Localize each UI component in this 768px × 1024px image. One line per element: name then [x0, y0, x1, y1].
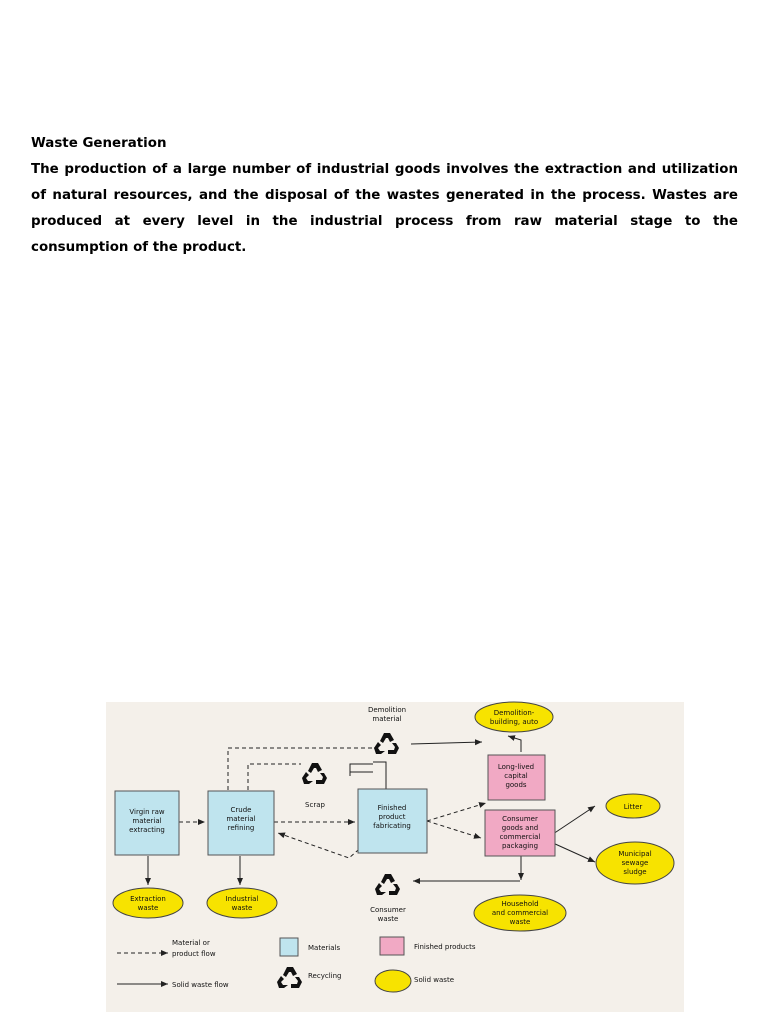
recycling-icon — [277, 967, 302, 988]
legend-solid-waste-label: Solid waste — [414, 976, 454, 984]
long-lived-goods-label: Long-lived capital goods — [497, 763, 535, 789]
crude-material-label: Crude material refining — [226, 806, 256, 832]
consumer-waste-label: Consumer waste — [370, 906, 406, 923]
finished-product-label: Finished product fabricating — [373, 804, 411, 830]
legend-solid-waste-swatch — [375, 970, 411, 992]
legend-finished-products-swatch — [380, 937, 404, 955]
industrial-waste-label: Industrial waste — [225, 895, 259, 912]
virgin-raw-material-label: Virgin raw material extracting — [129, 808, 165, 834]
document-text — [31, 131, 738, 261]
household-waste-label: Household and commercial waste — [491, 900, 549, 926]
section-title: Waste Generation — [31, 136, 167, 151]
demolition-waste-ellipse — [475, 702, 553, 732]
diagram-svg — [68, 700, 704, 1013]
legend-material-flow-label: Material or product flow — [172, 939, 216, 958]
recycling-icon — [302, 763, 327, 784]
legend-finished-products-label: Finished products — [414, 943, 476, 951]
legend-materials-label: Materials — [308, 944, 341, 952]
legend-recycling-label: Recycling — [308, 972, 342, 980]
scrap-label: Scrap — [305, 801, 325, 809]
waste-flow-diagram — [68, 700, 704, 1013]
litter-label: Litter — [623, 803, 643, 811]
recycling-icon — [375, 874, 400, 895]
crude-material-box — [208, 791, 274, 855]
industrial-waste-ellipse — [207, 888, 277, 918]
consumer-goods-label: Consumer goods and commercial packaging — [499, 815, 541, 850]
demolition-material-label: Demolition material — [367, 706, 407, 723]
demolition-waste-label: Demolition-building, auto — [489, 709, 539, 726]
legend-materials-swatch — [280, 938, 298, 956]
extraction-waste-ellipse — [113, 888, 183, 918]
legend-solid-waste-flow-label: Solid waste flow — [172, 981, 229, 989]
section-paragraph: The production of a large number of industrial goods involves the extraction and utilization of natural resources, and the disposal of the wastes generated in the process. Wastes are produced at every level in the industrial process from raw material stage to the consumption of the product. — [31, 162, 738, 255]
extraction-waste-label: Extraction waste — [130, 895, 166, 912]
finished-product-box — [358, 789, 427, 853]
sewage-sludge-label: Municipal sewage sludge — [618, 850, 652, 876]
legend — [117, 937, 476, 992]
recycling-icon — [374, 733, 399, 754]
